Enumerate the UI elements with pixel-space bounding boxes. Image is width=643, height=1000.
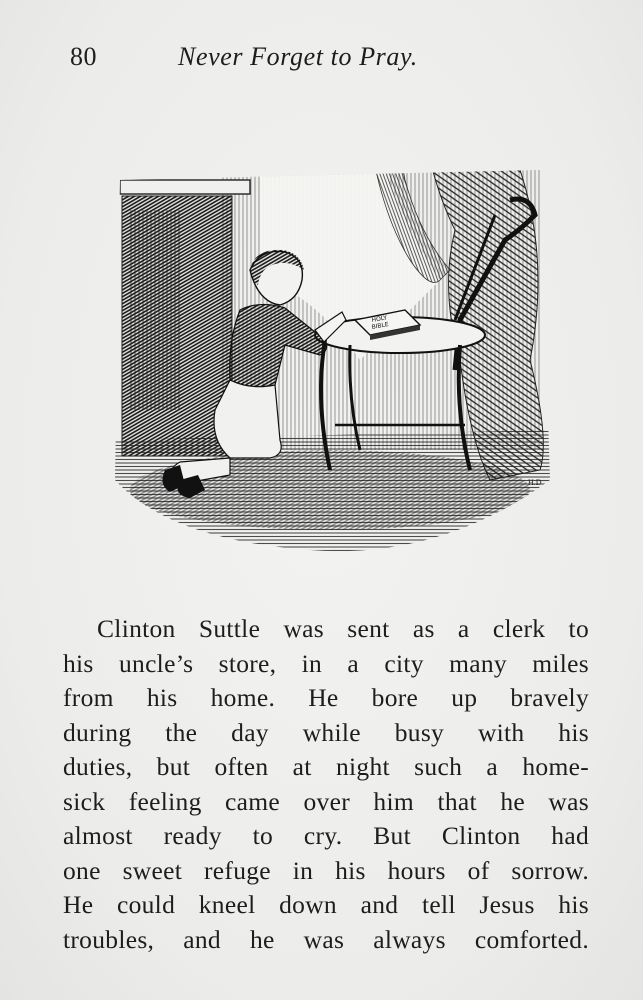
body-line: during the day while busy with his (63, 717, 589, 747)
body-line: almost ready to cry. But Clinton had (63, 821, 589, 850)
page-number: 80 (70, 42, 97, 71)
body-line: He could kneel down and tell Jesus his (63, 890, 589, 919)
engraving-illustration (110, 140, 555, 560)
body-line: Clinton Suttle was sent as a clerk to (97, 614, 589, 643)
body-line: duties, but often at night such a home- (63, 752, 589, 781)
running-title: Never Forget to Pray. (178, 42, 418, 71)
body-line: from his home. He bore up bravely (63, 683, 589, 712)
bible-label-line1: HOLY (371, 314, 388, 324)
body-paragraph (63, 612, 589, 957)
body-line: one sweet refuge in his hours of sorrow. (63, 855, 589, 885)
body-line: troubles, and he was always comforted. (63, 924, 589, 954)
body-line: his uncle’s store, in a city many miles (63, 648, 589, 678)
engraver-mark: H.D (528, 478, 542, 487)
bible-label-line2: BIBLE (371, 321, 390, 331)
body-line: sick feeling came over him that he was (63, 786, 589, 816)
mantel-shelf (120, 180, 250, 194)
